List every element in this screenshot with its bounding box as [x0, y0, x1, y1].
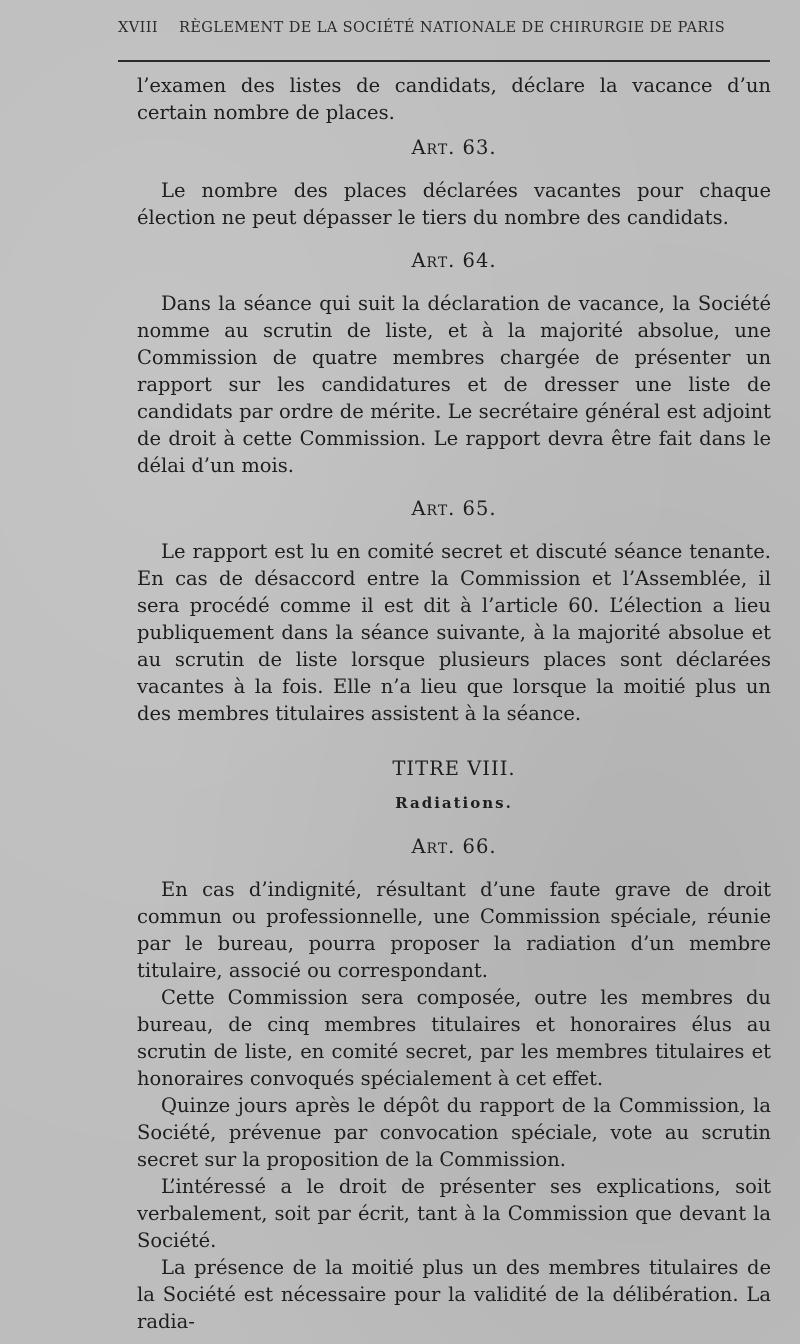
header-rule [118, 60, 770, 62]
article-66-heading: Art. 66. [411, 835, 497, 858]
article-64-heading: Art. 64. [411, 249, 497, 272]
running-header [118, 20, 758, 36]
page-number: XVIII [118, 20, 158, 36]
article-66-paragraph-1: En cas d’indignité, résultant d’une faute grave de droit commun ou professionnelle, une Commission spéciale, réunie par le bureau, pourra proposer la radiation d’un membre titulaire, associé ou correspondant. [137, 878, 771, 982]
article-66-paragraph-4: L’intéressé a le droit de présenter ses explications, soit verbalement, soit par écrit, tant à la Commission que devant la Société. [137, 1175, 771, 1252]
article-66-paragraph-5: La présence de la moitié plus un des membres titulaires de la Société est nécessaire pour la validité de la délibération. La radia- [137, 1256, 771, 1333]
article-66-paragraph-3: Quinze jours après le dépôt du rapport de la Commission, la Société, prévenue par convocation spéciale, vote au scrutin secret sur la proposition de la Commission. [137, 1094, 771, 1171]
article-65-heading: Art. 65. [411, 497, 497, 520]
article-65-paragraph: Le rapport est lu en comité secret et discuté séance tenante. En cas de désaccord entre la Commission et l’Assemblée, il sera procédé comme il est dit à l’article 60. L’élection a lieu publiquement dans la séance suivante, à la majorité absolue et au scrutin de liste lorsque plusieurs places sont déclarées vacantes à la fois. Elle n’a lieu que lorsque la moitié plus un des membres titulaires assistent à la séance. [137, 540, 771, 725]
body-text [137, 72, 771, 1335]
title-subtitle: Radiations. [395, 794, 513, 812]
article-63-paragraph: Le nombre des places déclarées vacantes pour chaque élection ne peut dépasser le tiers du nombre des candidats. [137, 179, 771, 229]
article-64-paragraph: Dans la séance qui suit la déclaration de vacance, la Société nomme au scrutin de liste, et à la majorité absolue, une Commission de quatre membres chargée de présenter un rapport sur les candidatures et de dresser une liste de candidats par ordre de mérite. Le secrétaire général est adjoint de droit à cette Commission. Le rapport devra être fait dans le délai d’un mois. [137, 292, 771, 477]
article-63-heading: Art. 63. [411, 136, 497, 159]
article-66-paragraph-2: Cette Commission sera composée, outre les membres du bureau, de cinq membres titulaires et honoraires élus au scrutin de liste, en comité secret, par les membres titulaires et honoraires convoqués spécialement à cet effet. [137, 986, 771, 1090]
running-title: RÈGLEMENT DE LA SOCIÉTÉ NATIONALE DE CHIRURGIE DE PARIS [179, 20, 726, 36]
continued-paragraph: l’examen des listes de candidats, déclare la vacance d’un certain nombre de places. [137, 74, 771, 124]
title-heading: TITRE VIII. [392, 757, 516, 780]
